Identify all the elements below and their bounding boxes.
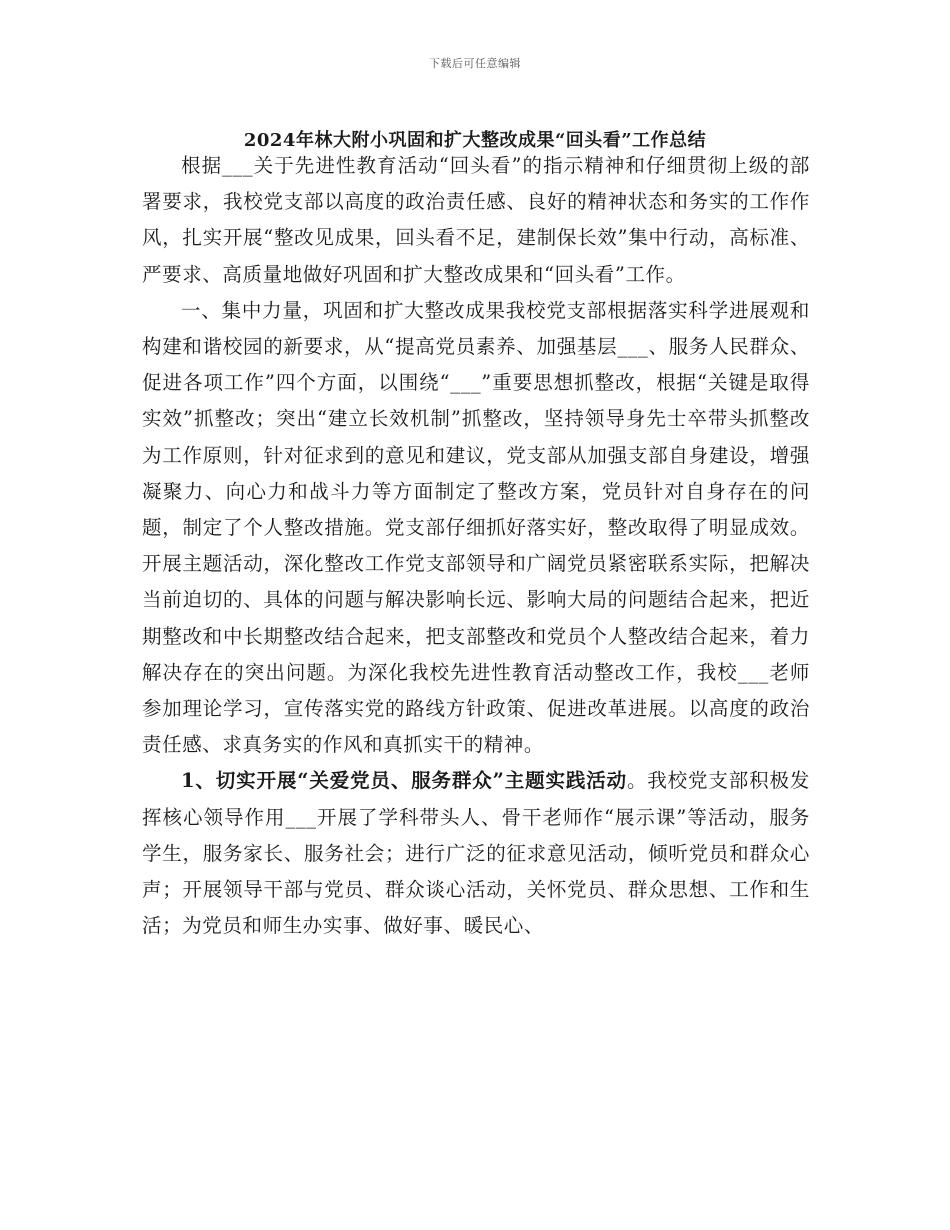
document-title: 2024年林大附小巩固和扩大整改成果“回头看”工作总结 (243, 130, 707, 151)
paragraph-item-one-lead: 1、切实开展“关爱党员、服务群众”主题实践活动 (181, 769, 627, 793)
paragraph-item-one (142, 763, 810, 944)
page-header-note: 下载后可任意编辑 (429, 57, 521, 70)
document-body (142, 148, 810, 944)
paragraph-intro: 根据___关于先进性教育活动“回头看”的指示精神和仔细贯彻上级的部署要求，我校党支部以高度的政治责任感、良好的精神状态和务实的工作作风，扎实开展“整改见成果，回头看不足，建制保长效”集中行动，高标准、严要求、高质量地做好巩固和扩大整改成果和“回头看”工作。 (142, 154, 810, 286)
paragraph-item-one-text: 。我校党支部积极发挥核心领导作用___开展了学科带头人、骨干老师作“展示课”等活动，服务学生，服务家长、服务社会；进行广泛的征求意见活动，倾听党员和群众心声；开展领导干部与党员、群众谈心活动，关怀党员、群众思想、工作和生活；为党员和师生办实事、做好事、暖民心、 (142, 769, 810, 938)
paragraph-section-one: 一、集中力量，巩固和扩大整改成果我校党支部根据落实科学进展观和构建和谐校园的新要求，从“提高党员素养、加强基层___、服务人民群众、促进各项工作”四个方面，以围绕“___”重要思想抓整改，根据“关键是取得实效”抓整改；突出“建立长效机制”抓整改，坚持领导身先士卒带头抓整改为工作原则，针对征求到的意见和建议，党支部从加强支部自身建设，增强凝聚力、向心力和战斗力等方面制定了整改方案，党员针对自身存在的问题，制定了个人整改措施。党支部仔细抓好落实好，整改取得了明显成效。开展主题活动，深化整改工作党支部领导和广阔党员紧密联系实际，把解决当前迫切的、具体的问题与解决影响长远、影响大局的问题结合起来，把近期整改和中长期整改结合起来，把支部整改和党员个人整改结合起来，着力解决存在的突出问题。为深化我校先进性教育活动整改工作，我校___老师参加理论学习，宣传落实党的路线方针政策、促进改革进展。以高度的政治责任感、求真务实的作风和真抓实干的精神。 (142, 298, 810, 757)
